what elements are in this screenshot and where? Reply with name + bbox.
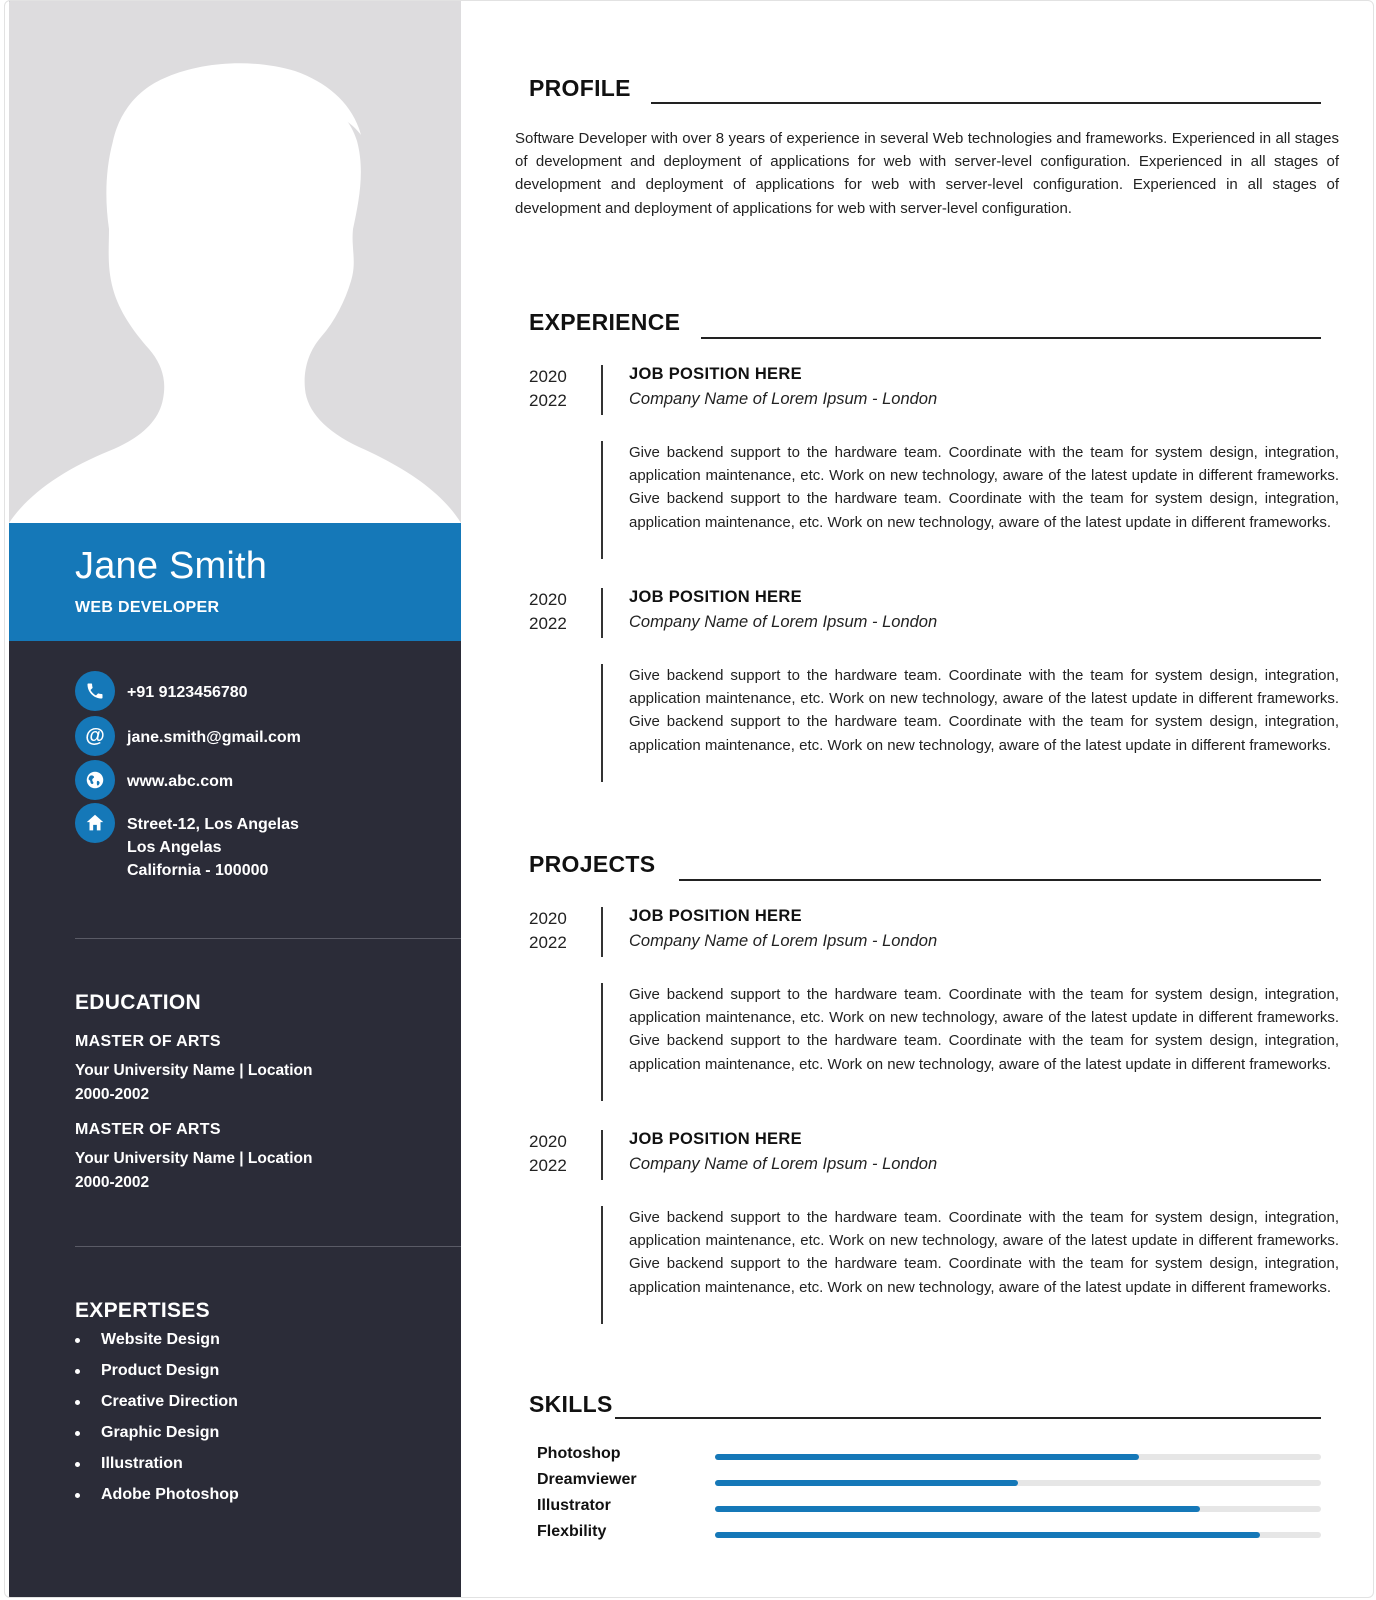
- skill-bar: [715, 1480, 1321, 1486]
- education-years: 2000-2002: [75, 1174, 150, 1191]
- globe-icon: [75, 760, 115, 800]
- expertise-item: Graphic Design: [75, 1424, 239, 1455]
- sidebar: [9, 1, 461, 1597]
- skills-heading: SKILLS: [529, 1391, 613, 1417]
- timeline-line: [601, 1130, 603, 1180]
- divider: [75, 1246, 461, 1247]
- resume-page: [4, 0, 1374, 1598]
- skill-row: [537, 1445, 1333, 1471]
- address-line-1: Street-12, Los Angelas: [127, 816, 299, 833]
- timeline-line: [601, 365, 603, 415]
- university: Your University Name | Location: [75, 1150, 313, 1167]
- experience-entry: [529, 365, 1339, 565]
- bullet-icon: [75, 1462, 80, 1467]
- bullet-icon: [75, 1431, 80, 1436]
- experience-entry: [529, 588, 1339, 788]
- email-text[interactable]: jane.smith@gmail.com: [127, 729, 301, 746]
- expertise-item: Adobe Photoshop: [75, 1486, 239, 1517]
- phone-icon: [75, 671, 115, 711]
- education-item: [75, 1121, 312, 1195]
- heading-rule: [701, 337, 1321, 339]
- entry-years: [529, 588, 567, 636]
- address-line-3: California - 100000: [127, 862, 269, 879]
- timeline-line: [601, 588, 603, 638]
- expertises-list: [75, 1331, 239, 1517]
- degree: MASTER OF ARTS: [75, 1033, 221, 1050]
- candidate-name: Jane Smith: [75, 545, 268, 587]
- university: Your University Name | Location: [75, 1062, 313, 1079]
- project-position: JOB POSITION HERE: [629, 1130, 802, 1148]
- timeline-line: [601, 1206, 603, 1324]
- skill-row: [537, 1497, 1333, 1523]
- job-description: Give backend support to the hardware team. Coordinate with the team for system design, integration, application maintenance, etc. Work on new technology, aware of the latest update in different frameworks. Give backend support to the hardware team. Coordinate with the team for system design, integration, application maintenance, etc. Work on new technology, aware of the latest update in different frameworks.: [629, 667, 1339, 754]
- website-text[interactable]: www.abc.com: [127, 773, 234, 790]
- skills-list: [537, 1445, 1333, 1549]
- entry-years: [529, 365, 567, 413]
- expertise-item: Product Design: [75, 1362, 239, 1393]
- start-year: 2020: [529, 1132, 567, 1151]
- job-description: Give backend support to the hardware team. Coordinate with the team for system design, integration, application maintenance, etc. Work on new technology, aware of the latest update in different frameworks. Give backend support to the hardware team. Coordinate with the team for system design, integration, application maintenance, etc. Work on new technology, aware of the latest update in different frameworks.: [629, 444, 1339, 531]
- skill-bar-fill: [715, 1506, 1200, 1512]
- company-name: Company Name of Lorem Ipsum - London: [629, 390, 938, 408]
- skill-bar-fill: [715, 1454, 1139, 1460]
- project-description: Give backend support to the hardware team. Coordinate with the team for system design, integration, application maintenance, etc. Work on new technology, aware of the latest update in different frameworks. Give backend support to the hardware team. Coordinate with the team for system design, integration, application maintenance, etc. Work on new technology, aware of the latest update in different frameworks.: [629, 1209, 1339, 1296]
- skill-row: [537, 1471, 1333, 1497]
- education-heading: EDUCATION: [75, 991, 201, 1014]
- heading-rule: [679, 879, 1321, 881]
- expertise-item: Creative Direction: [75, 1393, 239, 1424]
- profile-summary: Software Developer with over 8 years of experience in several Web technologies and frameworks. Experienced in all stages of development and deployment of applications for web with server-level configuration. Experienced in all stages of development and deployment of applications for web with server-level configuration. Experienced in all stages of development and deployment of applications for web with server-level configuration.: [515, 130, 1339, 217]
- skill-bar-fill: [715, 1532, 1260, 1538]
- project-description: Give backend support to the hardware team. Coordinate with the team for system design, integration, application maintenance, etc. Work on new technology, aware of the latest update in different frameworks. Give backend support to the hardware team. Coordinate with the team for system design, integration, application maintenance, etc. Work on new technology, aware of the latest update in different frameworks.: [629, 986, 1339, 1073]
- expertise-item: Website Design: [75, 1331, 239, 1362]
- project-entry: [529, 907, 1339, 1107]
- degree: MASTER OF ARTS: [75, 1121, 221, 1138]
- job-position: JOB POSITION HERE: [629, 365, 802, 383]
- name-banner: [9, 523, 461, 641]
- divider: [75, 938, 461, 939]
- company-name: Company Name of Lorem Ipsum - London: [629, 1155, 938, 1173]
- start-year: 2020: [529, 909, 567, 928]
- expertise-item: Illustration: [75, 1455, 239, 1486]
- skill-name: Illustrator: [537, 1497, 611, 1514]
- bullet-icon: [75, 1369, 80, 1374]
- project-entry: [529, 1130, 1339, 1330]
- timeline-line: [601, 907, 603, 957]
- end-year: 2022: [529, 1156, 567, 1175]
- address-line-2: Los Angelas: [127, 839, 222, 856]
- bullet-icon: [75, 1338, 80, 1343]
- bullet-icon: [75, 1400, 80, 1405]
- candidate-role: WEB DEVELOPER: [75, 599, 220, 616]
- education-item: [75, 1033, 312, 1107]
- timeline-line: [601, 441, 603, 559]
- phone-text[interactable]: +91 9123456780: [127, 684, 248, 701]
- heading-rule: [615, 1417, 1321, 1419]
- start-year: 2020: [529, 590, 567, 609]
- education-years: 2000-2002: [75, 1086, 150, 1103]
- company-name: Company Name of Lorem Ipsum - London: [629, 932, 938, 950]
- timeline-line: [601, 664, 603, 782]
- home-icon: [75, 803, 115, 843]
- skill-bar: [715, 1506, 1321, 1512]
- address-text: [127, 813, 299, 882]
- bullet-icon: [75, 1493, 80, 1498]
- person-silhouette-icon: [9, 1, 461, 523]
- timeline-line: [601, 983, 603, 1101]
- avatar: [9, 1, 461, 523]
- skill-name: Dreamviewer: [537, 1471, 637, 1488]
- end-year: 2022: [529, 614, 567, 633]
- projects-heading: PROJECTS: [529, 851, 656, 877]
- project-position: JOB POSITION HERE: [629, 907, 802, 925]
- heading-rule: [651, 102, 1321, 104]
- company-name: Company Name of Lorem Ipsum - London: [629, 613, 938, 631]
- skill-row: [537, 1523, 1333, 1549]
- at-sign-icon: @: [75, 716, 115, 756]
- end-year: 2022: [529, 933, 567, 952]
- start-year: 2020: [529, 367, 567, 386]
- profile-heading: PROFILE: [529, 75, 631, 101]
- job-position: JOB POSITION HERE: [629, 588, 802, 606]
- skill-bar-fill: [715, 1480, 1018, 1486]
- end-year: 2022: [529, 391, 567, 410]
- entry-years: [529, 907, 567, 955]
- skill-name: Photoshop: [537, 1445, 621, 1462]
- entry-years: [529, 1130, 567, 1178]
- expertises-heading: EXPERTISES: [75, 1299, 210, 1322]
- skill-bar: [715, 1532, 1321, 1538]
- skill-bar: [715, 1454, 1321, 1460]
- skill-name: Flexbility: [537, 1523, 607, 1540]
- experience-heading: EXPERIENCE: [529, 309, 681, 335]
